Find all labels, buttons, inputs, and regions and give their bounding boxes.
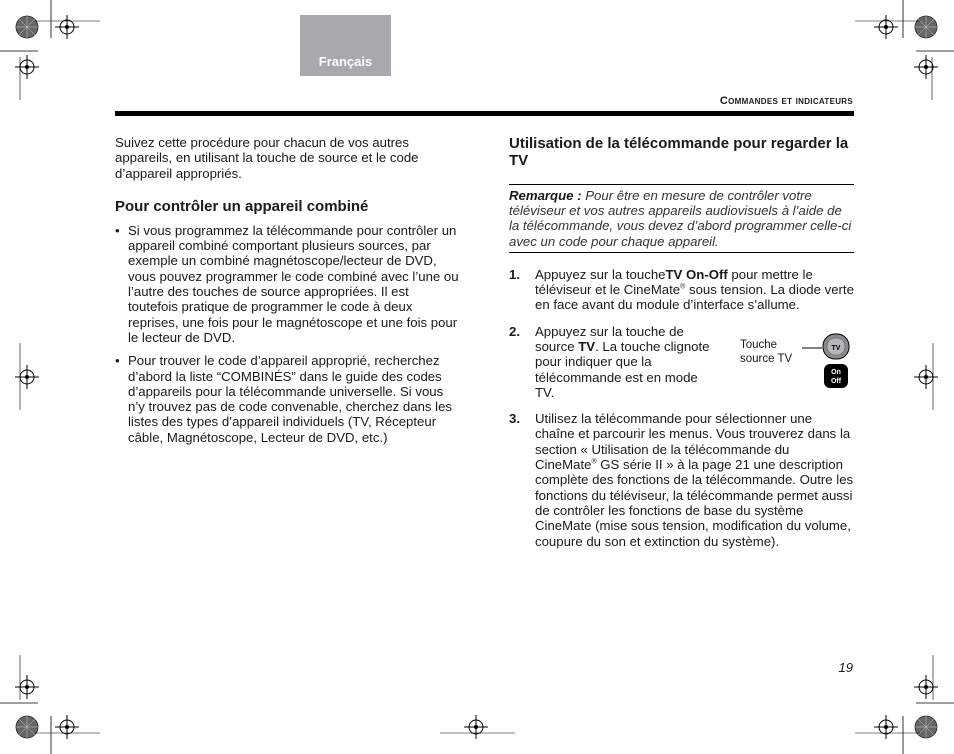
remote-buttons-illustration bbox=[800, 333, 850, 393]
bullet-icon: • bbox=[115, 353, 120, 369]
bullet-icon: • bbox=[115, 222, 120, 238]
tv-usage-heading: Utilisation de la télécommande pour regarder la TV bbox=[509, 135, 849, 169]
intro-paragraph: Suivez cette procédure pour chacun de vos autres appareils, en utilisant la touche de source et le code d’appareil appropriés. bbox=[115, 135, 419, 181]
tv-source-button-icon bbox=[823, 334, 849, 359]
bullet-text: Pour trouver le code d’appareil approprié, recherchez d’abord la liste “COMBINÉS” dans le guide des codes d’appareils pour la télécommande universelle. Si vous n’y trouvez pas de code convenable, cherchez dans les listes des types d’appareil individuels (TV, Récepteur câble, Magnétoscope, Lecteur de DVD, etc.) bbox=[128, 353, 453, 445]
note-text: Pour être en mesure de contrôler votre téléviseur et vos autres appareils audiovisuels à l’aide de la télécommande, vous devez d’abord programmer celle-ci avec un code pour chaque appareil. bbox=[509, 188, 852, 249]
step-number: 3. bbox=[509, 411, 520, 427]
step-text: Appuyez sur la toucheTV On-Off pour mettre le téléviseur et le CineMate® sous tension. La diode verte en face avant du module d’interface s’allume. bbox=[535, 266, 854, 313]
left-column bbox=[115, 135, 460, 453]
remote-callout-label: Touche source TV bbox=[740, 339, 793, 365]
section-title: Commandes et indicateurs bbox=[719, 95, 853, 107]
bullet-list bbox=[115, 223, 460, 445]
step-text: Appuyez sur la touche de source TV. La touche clignote pour indiquer que la télécommande est en mode TV. bbox=[535, 323, 710, 400]
steps-list bbox=[509, 267, 854, 549]
step-number: 2. bbox=[509, 323, 520, 339]
header-rule bbox=[115, 111, 854, 116]
note-label: Remarque : bbox=[509, 188, 582, 203]
page-number: 19 bbox=[838, 660, 853, 675]
list-item bbox=[115, 353, 460, 445]
step-item bbox=[509, 267, 854, 313]
on-off-button-icon bbox=[824, 364, 848, 388]
list-item bbox=[115, 223, 460, 345]
step-number: 1. bbox=[509, 266, 520, 282]
combined-device-heading: Pour contrôler un appareil combiné bbox=[115, 197, 369, 215]
language-tab: Français bbox=[300, 15, 391, 76]
svg-text:On: On bbox=[831, 369, 841, 376]
remote-figure bbox=[740, 333, 860, 393]
note-box bbox=[509, 184, 854, 253]
step-item bbox=[509, 411, 854, 549]
step-text: Utilisez la télécommande pour sélectionner une chaîne et parcourir les menus. Vous trouverez dans la section « Utilisation de la télécommande du CineMate® GS série II » à la page 21 une description complète des fonctions de la télécommande. Outre les fonctions du téléviseur, la télécommande permet aussi de contrôler les fonctions de base du système CineMate (mise sous tension, modification du volume, coupure du son et extinction du système). bbox=[535, 411, 854, 549]
bullet-text: Si vous programmez la télécommande pour contrôler un appareil combiné comportant plusieurs sources, par exemple un combiné magnétoscope/lecteur de DVD, vous pouvez programmer le code combiné avec l’une ou l’autre des touches de source appropriées. Il est toutefois pratique de programmer le code à deux reprises, une fois pour le magnétoscope et une fois pour le lecteur de DVD. bbox=[128, 222, 459, 345]
svg-text:Off: Off bbox=[830, 378, 842, 385]
svg-text:TV: TV bbox=[831, 345, 841, 352]
